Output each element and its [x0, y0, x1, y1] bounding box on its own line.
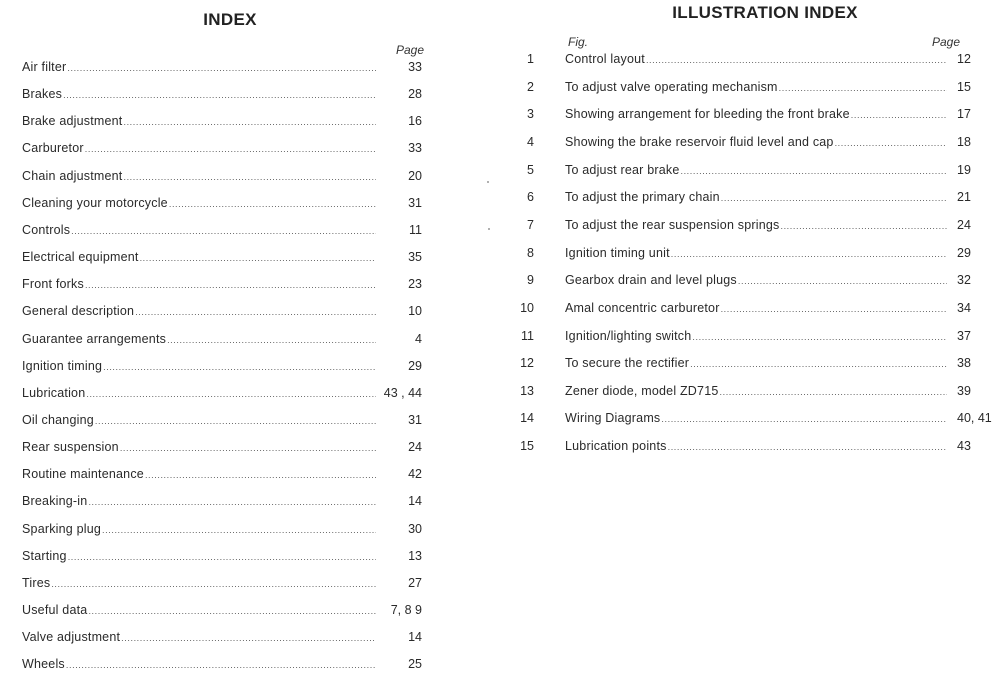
entry-label: To secure the rectifier — [565, 356, 690, 371]
dot-leader — [851, 110, 947, 120]
fig-number: 4 — [527, 134, 534, 149]
entry-label: Guarantee arrangements — [22, 331, 167, 346]
dot-leader — [71, 226, 376, 236]
index-entry — [22, 386, 422, 402]
entry-label: Amal concentric carburetor — [565, 300, 720, 315]
entry-label: Starting — [22, 548, 67, 563]
index-entry — [22, 549, 422, 565]
entry-page: 39 — [957, 383, 971, 398]
illustration-entry — [527, 217, 1000, 234]
fig-number: 1 — [527, 52, 534, 66]
entry-label: Ignition timing unit — [565, 245, 670, 260]
entry-label: Tires — [22, 575, 51, 590]
entry-page: 43 , 44 — [383, 385, 422, 400]
illustration-entry — [521, 328, 1000, 345]
entry-label: To adjust the rear suspension springs — [565, 217, 780, 232]
fig-number: 6 — [527, 190, 534, 205]
entry-label: Ignition timing — [22, 358, 103, 373]
index-entry — [22, 630, 422, 646]
entry-page: 33 — [408, 60, 422, 74]
entry-page: 20 — [408, 168, 422, 183]
entry-page: 35 — [408, 250, 422, 265]
entry-page: 29 — [408, 358, 422, 373]
entry-page: 42 — [408, 467, 422, 482]
entry-label: Showing the brake reservoir fluid level and cap — [565, 134, 834, 149]
illustration-entry — [527, 52, 1000, 68]
entry-label: Lubrication points — [565, 439, 667, 454]
index-entry — [22, 603, 422, 619]
dot-leader — [721, 304, 947, 314]
entry-label: Wiring Diagrams — [565, 411, 661, 426]
entry-page: 28 — [408, 87, 422, 102]
entry-page: 40, 41 — [957, 411, 992, 426]
illustration-entry — [520, 356, 1000, 372]
dot-leader — [738, 276, 947, 286]
index-entry — [22, 494, 422, 510]
entry-label: Cleaning your motorcycle — [22, 195, 168, 210]
dot-leader — [88, 606, 376, 616]
dot-leader — [88, 497, 376, 507]
entry-label: Air filter — [22, 60, 67, 74]
dot-leader — [721, 193, 947, 203]
entry-page: 15 — [957, 79, 971, 94]
entry-page: 24 — [957, 217, 971, 232]
entry-page: 11 — [409, 222, 422, 237]
entry-page: 14 — [408, 494, 422, 509]
fig-number: 5 — [527, 162, 534, 177]
entry-label: Controls — [22, 222, 71, 237]
illustration-index-page — [520, 0, 1000, 685]
entry-page: 17 — [957, 107, 971, 122]
entry-page: 27 — [408, 575, 422, 590]
entry-label: Showing arrangement for bleeding the front brake — [565, 107, 850, 122]
entry-page: 14 — [408, 630, 422, 645]
entry-label: Carburetor — [22, 141, 84, 156]
index-entry — [22, 332, 422, 348]
illustration-entry — [527, 107, 1000, 123]
fig-number: 8 — [527, 245, 534, 260]
dot-leader — [671, 249, 947, 259]
fig-number: 9 — [527, 273, 534, 288]
fig-number: 10 — [520, 300, 534, 315]
index-entry — [22, 223, 422, 239]
entry-label: To adjust valve operating mechanism — [565, 79, 778, 94]
index-entry — [22, 87, 422, 103]
dot-leader — [135, 307, 376, 317]
dot-leader — [123, 172, 376, 182]
illustration-entry — [527, 79, 1000, 96]
entry-page: 33 — [408, 141, 422, 156]
index-title: INDEX — [203, 10, 257, 29]
index-entry — [22, 60, 422, 76]
entry-page: 23 — [408, 277, 422, 292]
dot-leader — [121, 633, 376, 643]
dot-leader — [120, 443, 376, 453]
entry-label: To adjust the primary chain — [565, 190, 720, 205]
fig-number: 3 — [527, 107, 534, 122]
page-column-header: Page — [396, 43, 425, 57]
index-entry — [22, 304, 422, 320]
entry-page: 31 — [408, 195, 422, 210]
dot-leader — [167, 335, 376, 345]
illustration-entry — [520, 411, 1000, 427]
dot-leader — [86, 389, 376, 399]
scan-speck — [488, 228, 490, 230]
entry-page: 24 — [408, 440, 422, 455]
index-entry — [22, 250, 422, 266]
fig-number: 12 — [520, 356, 534, 371]
entry-label: Gearbox drain and level plugs — [565, 273, 737, 288]
index-entry — [22, 522, 422, 538]
dot-leader — [67, 63, 376, 73]
entry-page: 18 — [957, 134, 971, 149]
index-entry — [22, 277, 422, 293]
entry-label: Electrical equipment — [22, 250, 139, 265]
illustration-index-title: ILLUSTRATION INDEX — [672, 3, 858, 22]
illustration-entry — [527, 273, 1000, 289]
dot-leader — [835, 138, 947, 148]
entry-label: Sparking plug — [22, 521, 102, 536]
dot-leader — [103, 362, 376, 372]
entry-label: Front forks — [22, 277, 84, 292]
illustration-entry — [520, 300, 1000, 317]
entry-page: 7, 8 9 — [390, 603, 422, 617]
index-entry — [22, 196, 422, 212]
illustration-entry — [520, 439, 1000, 455]
entry-label: Brakes — [22, 87, 63, 102]
entry-label: Wheels — [22, 657, 65, 672]
index-entry — [22, 169, 422, 185]
index-entry — [22, 114, 422, 130]
dot-leader — [661, 414, 947, 424]
dot-leader — [102, 525, 376, 535]
scan-speck — [487, 181, 489, 183]
entry-page: 19 — [957, 162, 971, 177]
entry-label: Brake adjustment — [22, 114, 123, 129]
index-page — [0, 0, 470, 685]
page-column-header: Page — [932, 35, 961, 49]
entry-label: Oil changing — [22, 412, 94, 427]
dot-leader — [720, 387, 948, 397]
entry-label: Control layout — [565, 52, 645, 66]
entry-page: 43 — [957, 439, 971, 454]
entry-label: Chain adjustment — [22, 168, 123, 183]
index-entry — [22, 657, 422, 673]
entry-label: Breaking-in — [22, 494, 88, 509]
dot-leader — [51, 579, 376, 589]
dot-leader — [66, 660, 376, 670]
entry-label: To adjust rear brake — [565, 162, 680, 177]
index-entry — [22, 467, 422, 483]
fig-number: 11 — [521, 328, 534, 343]
entry-page: 30 — [408, 521, 422, 536]
illustration-entry — [527, 190, 1000, 206]
entry-page: 34 — [957, 300, 971, 315]
entry-page: 13 — [408, 548, 422, 563]
dot-leader — [68, 552, 376, 562]
index-entry — [22, 359, 422, 375]
index-entry — [22, 576, 422, 592]
entry-page: 4 — [415, 331, 422, 346]
entry-page: 29 — [957, 245, 971, 260]
dot-leader — [668, 442, 947, 452]
entry-page: 10 — [408, 304, 422, 319]
dot-leader — [692, 332, 947, 342]
dot-leader — [95, 416, 376, 426]
fig-number: 2 — [527, 79, 534, 94]
illustration-entry — [527, 134, 1000, 151]
fig-number: 14 — [520, 411, 534, 426]
entry-label: Useful data — [22, 603, 88, 617]
entry-label: Routine maintenance — [22, 467, 144, 482]
dot-leader — [85, 144, 376, 154]
illustration-entry — [527, 245, 1000, 262]
fig-number: 15 — [520, 439, 534, 454]
dot-leader — [63, 90, 376, 100]
fig-column-header: Fig. — [568, 35, 589, 49]
entry-page: 31 — [408, 412, 422, 427]
entry-label: Rear suspension — [22, 440, 119, 455]
index-entry — [22, 413, 422, 429]
entry-label: Zener diode, model ZD715 — [565, 383, 719, 398]
index-entry — [22, 141, 422, 157]
entry-page: 37 — [957, 328, 971, 343]
entry-label: Valve adjustment — [22, 630, 121, 645]
dot-leader — [169, 199, 376, 209]
entry-page: 32 — [957, 273, 971, 288]
dot-leader — [690, 359, 947, 369]
fig-number: 13 — [520, 383, 534, 398]
fig-number: 7 — [527, 217, 534, 232]
dot-leader — [85, 280, 376, 290]
dot-leader — [140, 253, 376, 263]
entry-page: 38 — [957, 356, 971, 371]
dot-leader — [145, 470, 376, 480]
entry-label: Ignition/lighting switch — [565, 328, 692, 343]
dot-leader — [646, 55, 947, 65]
entry-page: 12 — [957, 52, 971, 66]
illustration-entry — [527, 162, 1000, 179]
entry-label: Lubrication — [22, 385, 86, 400]
dot-leader — [123, 117, 376, 127]
entry-page: 16 — [408, 114, 422, 129]
dot-leader — [680, 166, 947, 176]
entry-page: 21 — [957, 190, 971, 205]
dot-leader — [779, 83, 947, 93]
entry-label: General description — [22, 304, 135, 319]
dot-leader — [780, 221, 947, 231]
entry-page: 25 — [408, 657, 422, 672]
illustration-entry — [520, 383, 1000, 400]
index-entry — [22, 440, 422, 456]
